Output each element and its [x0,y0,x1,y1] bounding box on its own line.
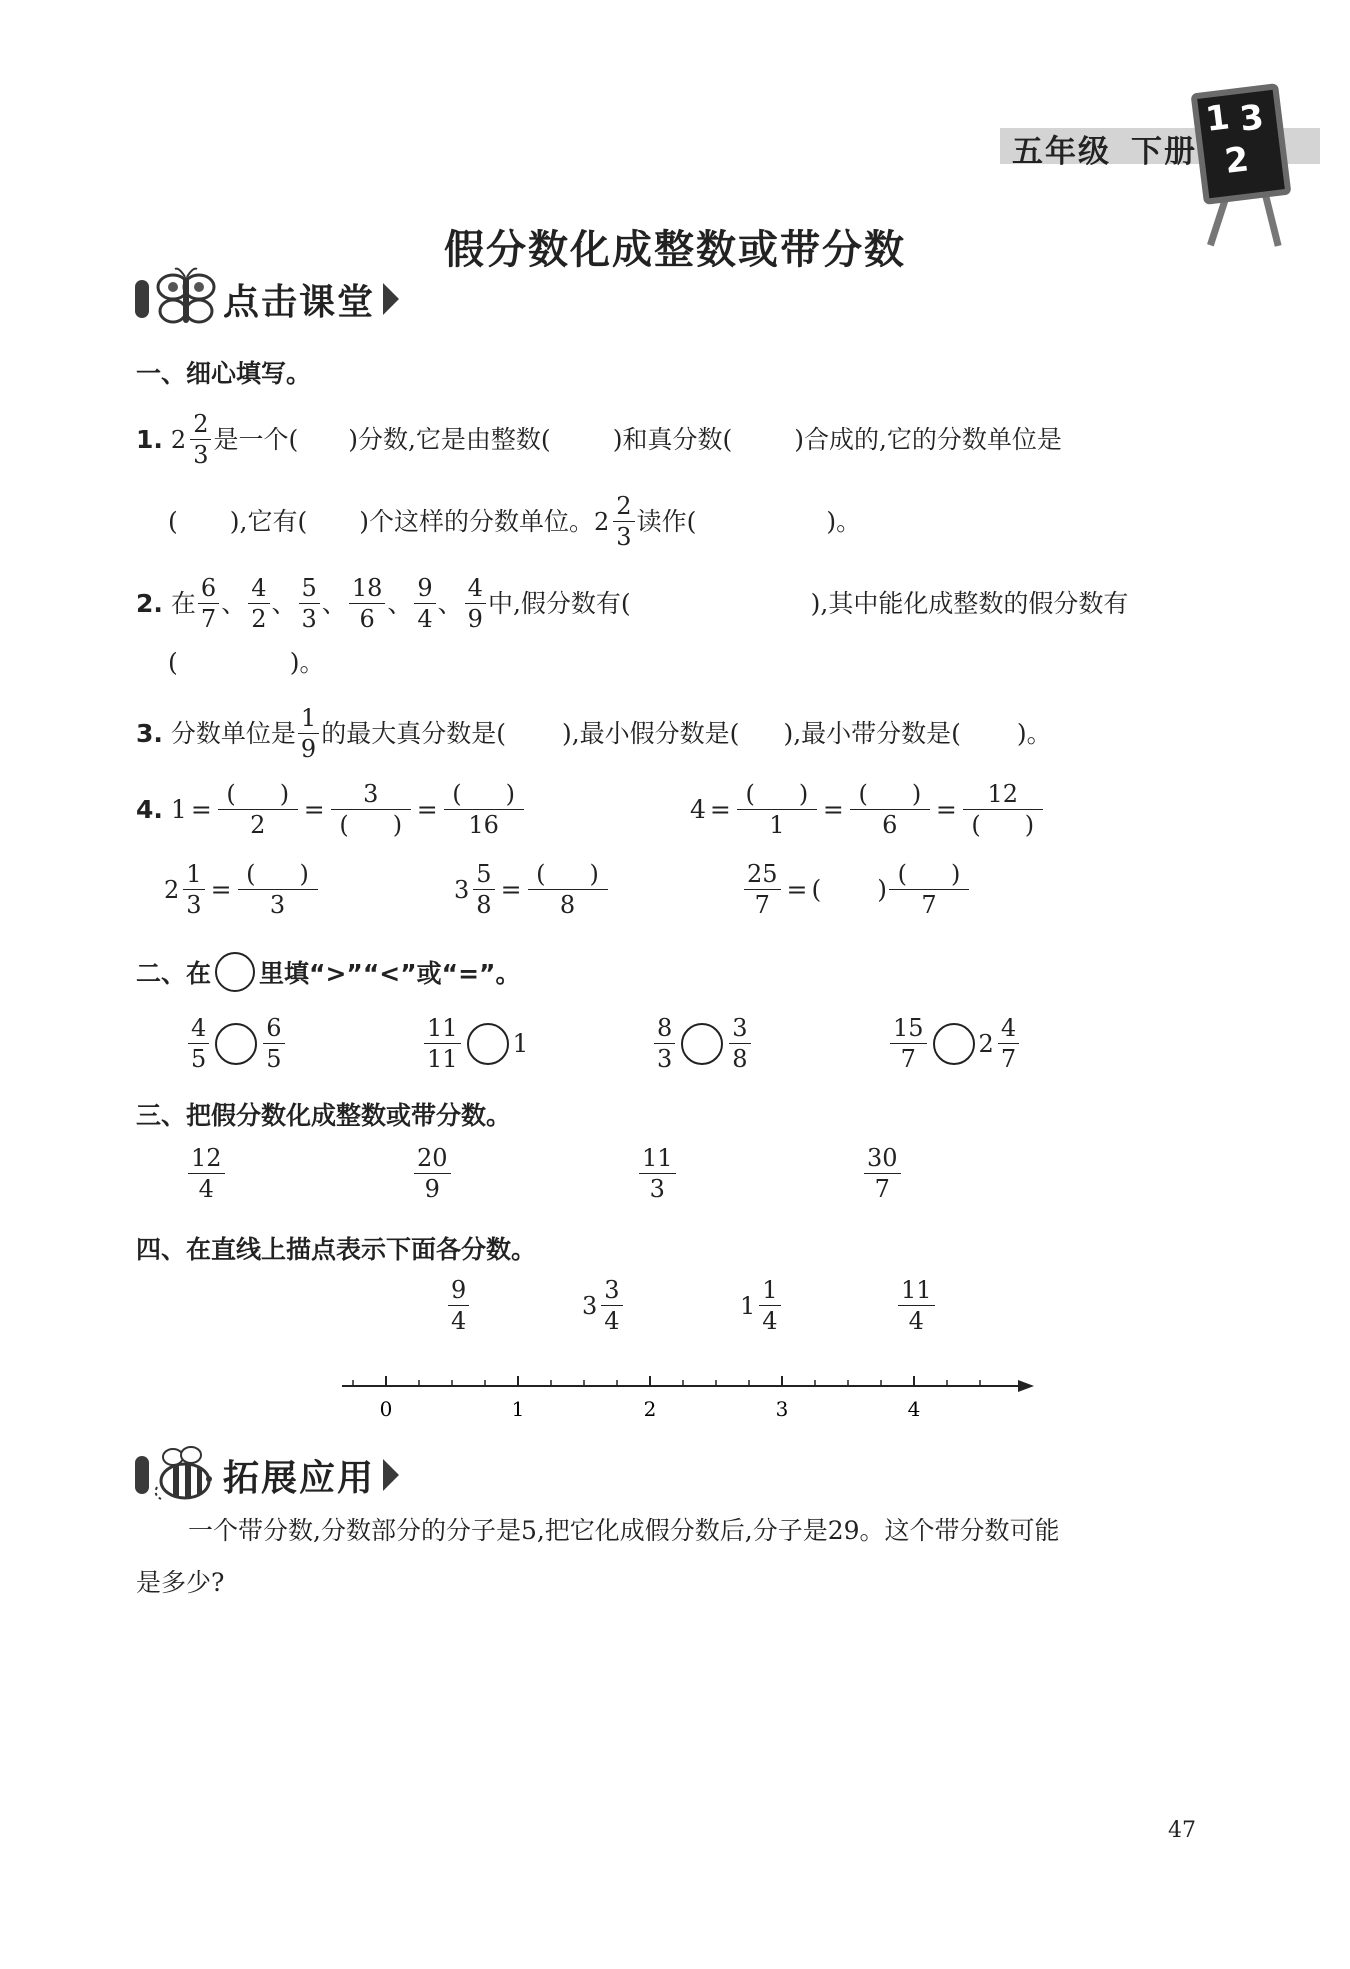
denominator: 1 [769,811,785,839]
q3-number: 3. [136,719,163,748]
number-line-ticks [353,1376,980,1386]
denominator: 5 [266,1045,282,1073]
tick-label: 4 [907,1397,921,1421]
q4-row2-b [454,862,610,917]
fraction [298,706,319,761]
numerator: 1 [759,1278,780,1306]
numerator-blank[interactable] [850,782,930,810]
convert-item [412,1146,453,1201]
q1-text: )分数,它是由整数( [348,425,551,454]
fraction [613,494,634,549]
denominator: 8 [732,1045,748,1073]
numerator: 5 [473,862,494,890]
mixed-number [582,1278,625,1333]
circle-icon [215,952,255,992]
fraction [864,1146,901,1201]
q1-line2 [168,494,861,549]
numerator: 4 [248,576,269,604]
numerator: 18 [349,576,386,604]
separator: 、 [437,589,463,618]
q4-row2-a [164,862,320,917]
numerator: 3 [331,782,411,810]
denominator: 6 [882,811,898,839]
equals-sign: = [303,795,325,824]
paren: ( [897,860,908,888]
paren: ( [858,780,868,808]
numerator: 2 [613,494,634,522]
q1-text: )。 [826,507,862,536]
q1-text: ),它有( [229,507,308,536]
whole-part: 2 [164,875,180,904]
part4-heading: 四、在直线上描点表示下面各分数。 [136,1235,537,1264]
numerator: 4 [998,1016,1019,1044]
fraction [465,576,486,631]
fraction [238,862,318,917]
q2-text: )。 [289,648,325,677]
fraction [528,862,608,917]
fraction [729,1016,750,1071]
board-number: 2 [1222,139,1252,182]
grade-text: 五年级 [1012,134,1111,170]
heading-text: 二、在 [136,959,212,988]
numerator: 3 [601,1278,622,1306]
denominator: 4 [604,1307,620,1335]
whole-number: 1 [170,795,187,824]
compare-circle[interactable] [467,1023,509,1065]
header-pill [135,1456,149,1494]
q3-text: 分数单位是 [170,719,296,748]
denominator: 11 [427,1045,458,1073]
q2-number: 2. [136,589,163,618]
denominator: 3 [269,891,286,919]
numerator: 12 [188,1146,225,1174]
plot-fraction [582,1278,625,1333]
convert-item [637,1146,678,1201]
q1-number: 1. [136,425,163,454]
numerator-blank[interactable] [444,782,524,810]
header-arrow [383,283,399,315]
part1-heading: 一、细心填写。 [136,359,312,388]
equals-sign: = [935,795,957,824]
paren: ( [971,811,981,839]
grade-label [1012,126,1197,171]
board-number: 3 [1237,97,1266,140]
denominator: 9 [424,1175,440,1203]
denominator: 8 [559,891,576,919]
denominator-blank[interactable] [331,810,411,837]
denominator: 3 [657,1045,673,1073]
q3-line [136,706,1052,761]
fraction [188,1016,209,1071]
plot-fraction [446,1278,471,1333]
numerator: 25 [744,862,781,890]
denominator-blank[interactable] [963,810,1043,837]
whole-part: 3 [454,875,470,904]
mixed-number [979,1016,1022,1071]
q3-text: ),最小假分数是( [561,719,740,748]
tick-label: 1 [511,1397,525,1421]
separator: 、 [271,589,297,618]
denominator: 9 [467,605,483,633]
section-title: 点击课堂 [223,281,376,323]
denominator: 7 [200,605,217,633]
compare-circle[interactable] [933,1023,975,1065]
fraction [331,782,411,837]
paren: ) [1024,811,1035,839]
fraction [963,782,1043,837]
section-title: 拓展应用 [223,1457,376,1499]
whole-part: 3 [582,1291,598,1320]
denominator: 5 [191,1045,207,1073]
equals-sign: = [822,795,844,824]
compare-circle[interactable] [681,1023,723,1065]
q3-text: ),最小带分数是( [783,719,961,748]
numerator-blank[interactable] [528,862,608,890]
numerator: 8 [654,1016,675,1044]
page-title: 假分数化成整数或带分数 [444,227,906,273]
denominator: 7 [921,891,937,919]
equals-sign: = [416,795,438,824]
extension-problem-line1: 一个带分数,分数部分的分子是5,把它化成假分数后,分子是29。这个带分数可能 [188,1516,1060,1545]
fraction [198,576,219,631]
denominator: 7 [754,891,770,919]
number-line[interactable] [330,1366,1050,1426]
header-pill [135,280,149,318]
whole-part: 1 [740,1291,756,1320]
numerator: 5 [299,576,320,604]
fraction [248,576,269,631]
paren: ( [226,780,236,808]
section-header-extension [135,1448,399,1502]
mixed-number [171,412,214,467]
numerator-blank[interactable] [238,862,318,890]
q4-row2-c [742,862,971,917]
fraction [183,862,204,917]
part2-heading [136,952,520,992]
denominator: 3 [193,441,209,469]
board-number: 1 [1203,97,1232,140]
header-arrow [383,1459,399,1491]
fraction [414,1146,451,1201]
numerator: 11 [639,1146,676,1174]
numerator: 30 [864,1146,901,1174]
denominator: 6 [359,605,375,633]
q1-text: )和真分数( [612,425,733,454]
numerator: 1 [298,706,319,734]
fraction [737,782,817,837]
fraction [299,576,320,631]
fraction [349,576,386,631]
paren: ) [392,811,403,839]
convert-item [862,1146,903,1201]
whole-number: 4 [690,795,706,824]
fraction [759,1278,780,1333]
paren: ( [339,811,349,839]
compare-item [888,1016,1021,1071]
denominator: 8 [476,891,492,919]
denominator: 4 [198,1175,214,1203]
q3-text: )。 [1016,719,1052,748]
q2-text: 中,假分数有( [487,589,631,618]
extension-problem-line2: 是多少? [136,1568,225,1597]
numerator: 12 [963,782,1043,810]
paren: ( [246,860,256,888]
denominator: 3 [616,523,632,551]
tick-label: 3 [775,1397,789,1421]
convert-item [186,1146,227,1201]
q1-text: )个这样的分数单位。 [359,507,594,536]
numerator: 9 [448,1278,469,1306]
denominator: 4 [908,1307,924,1335]
plot-fraction [896,1278,937,1333]
denominator: 7 [900,1045,916,1073]
fraction [889,862,969,917]
equals-sign: = [210,875,232,904]
paren: ( [536,860,546,888]
paren: ) [505,780,516,808]
volume-text: 下册 [1131,134,1197,170]
q2-line2 [168,650,325,675]
equals-sign: = [786,875,808,904]
separator: 、 [221,589,247,618]
numerator: 3 [729,1016,750,1044]
numerator: 11 [898,1278,935,1306]
separator: 、 [387,589,413,618]
fraction [744,862,781,917]
q1-text: )合成的,它的分数单位是 [794,425,1062,454]
bee-icon [151,1443,221,1507]
fraction [601,1278,622,1333]
q1-text: 读作( [636,507,697,536]
fraction [654,1016,675,1071]
equals-sign: = [500,875,522,904]
tick-label: 2 [643,1397,657,1421]
fraction [263,1016,284,1071]
paren: ) [911,780,922,808]
tick-label: 0 [379,1397,393,1421]
paren: ) [951,860,961,888]
whole-part: 2 [978,1029,994,1058]
numerator-blank[interactable] [218,782,298,810]
arrow-head-icon [1018,1380,1034,1392]
whole-part: 2 [594,507,610,536]
butterfly-icon [151,267,221,331]
numerator: 2 [190,412,211,440]
separator: 、 [321,589,347,618]
numerator: 6 [198,576,219,604]
mixed-number [164,862,207,917]
numerator: 4 [188,1016,209,1044]
numerator-blank[interactable] [889,862,969,890]
compare-item [652,1016,753,1071]
mixed-number [594,494,637,549]
denominator: 9 [300,735,317,763]
fraction [898,1278,935,1333]
numerator: 15 [890,1016,927,1044]
q1-line1 [136,412,1062,467]
section-header-classroom [135,272,399,326]
heading-text: 里填“>”“<”或“=”。 [259,959,521,988]
numerator: 20 [414,1146,451,1174]
fraction [188,1146,225,1201]
page-number: 47 [1168,1818,1196,1843]
numerator: 1 [183,862,204,890]
q3-text: 的最大真分数是( [321,719,506,748]
numerator: 9 [414,576,435,604]
paren: ) [877,875,888,904]
fraction [890,1016,927,1071]
compare-item [186,1016,287,1071]
part3-heading: 三、把假分数化成整数或带分数。 [136,1101,512,1130]
q4-row1-left [136,782,526,837]
equals-sign: = [709,795,731,824]
fraction [414,576,435,631]
denominator: 2 [251,605,267,633]
numerator: 11 [424,1016,461,1044]
denominator: 7 [874,1175,890,1203]
fraction [448,1278,469,1333]
compare-item [422,1016,528,1071]
paren: ) [798,780,809,808]
q4-number: 4. [136,795,163,824]
q1-text: 是一个( [213,425,299,454]
whole-number: 1 [512,1029,529,1058]
q2-text: ( [168,648,178,677]
fraction [639,1146,676,1201]
compare-circle[interactable] [215,1023,257,1065]
fraction [424,1016,461,1071]
mixed-number [740,1278,783,1333]
paren: ( [811,875,822,904]
denominator: 4 [451,1307,467,1335]
denominator: 2 [250,811,266,839]
q1-text: ( [168,507,178,536]
paren: ( [452,780,462,808]
denominator: 3 [649,1175,665,1203]
mixed-number [454,862,497,917]
plot-fraction [740,1278,783,1333]
denominator: 7 [1000,1045,1017,1073]
fraction [444,782,524,837]
paren: ) [279,780,290,808]
equals-sign: = [190,795,212,824]
numerator: 4 [465,576,486,604]
q4-row1-right [690,782,1045,837]
denominator: 4 [762,1307,778,1335]
q2-text: ),其中能化成整数的假分数有 [810,589,1129,618]
paren: ) [299,860,309,888]
paren: ) [589,860,599,888]
q2-text: 在 [170,589,196,618]
paren: ( [745,780,755,808]
fraction [850,782,930,837]
denominator: 3 [186,891,202,919]
denominator: 3 [301,605,317,633]
fraction [218,782,298,837]
numerator: 6 [263,1016,284,1044]
whole-part: 2 [170,425,187,454]
fraction [473,862,494,917]
fraction [190,412,211,467]
numerator-blank[interactable] [737,782,817,810]
denominator: 4 [417,605,433,633]
blackboard-board [1191,83,1292,205]
denominator: 16 [468,811,499,839]
q2-line1 [136,576,1128,631]
fraction [998,1016,1019,1071]
